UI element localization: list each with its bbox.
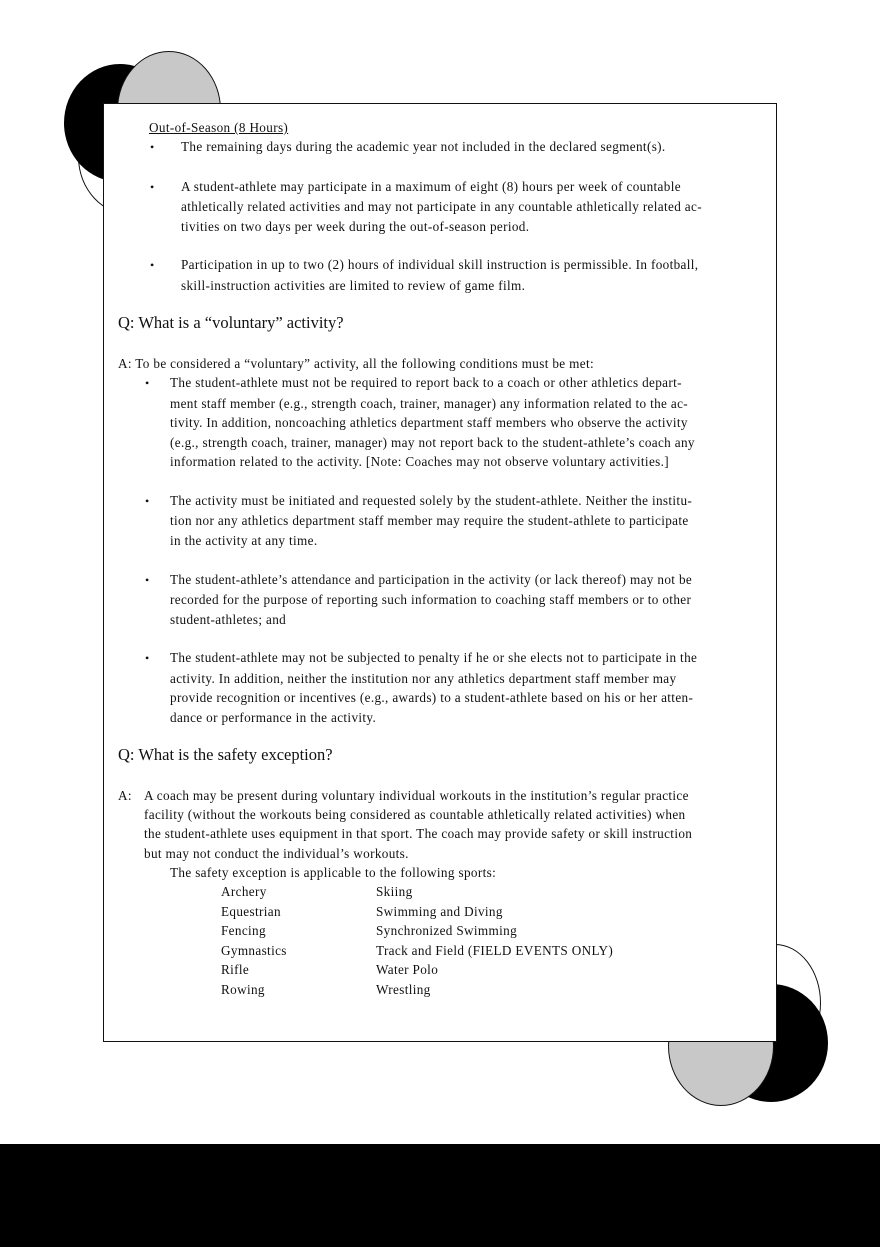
bullet-icon: •	[145, 494, 150, 508]
paragraph-line: facility (without the workouts being considered as countable athletically related activities) when	[144, 807, 686, 822]
sport-item: Fencing	[221, 923, 266, 938]
sport-item: Rifle	[221, 962, 250, 977]
sport-item: Track and Field (FIELD EVENTS ONLY)	[376, 943, 614, 958]
sport-item: Skiing	[376, 884, 413, 899]
sport-item: Swimming and Diving	[376, 904, 503, 919]
paragraph-line: The student-athlete must not be required to report back to a coach or other athletics depart-	[170, 375, 682, 390]
paragraph-line: A student-athlete may participate in a maximum of eight (8) hours per week of countable	[181, 179, 681, 194]
paragraph-line: in the activity at any time.	[170, 533, 318, 548]
answer-intro: A: To be considered a “voluntary” activity, all the following conditions must be met:	[118, 356, 594, 371]
paragraph-line: information related to the activity. [Note: Coaches may not observe voluntary activities.]	[170, 454, 670, 469]
paragraph-line: The student-athlete may not be subjected to penalty if he or she elects not to participate in the	[170, 650, 698, 665]
paragraph-line: provide recognition or incentives (e.g., awards) to a student-athlete based on his or her atten-	[170, 690, 694, 705]
bullet-icon: •	[145, 651, 150, 665]
bullet-icon: •	[150, 258, 155, 272]
paragraph-line: tion nor any athletics department staff member may require the student-athlete to participate	[170, 513, 689, 528]
paragraph-line: athletically related activities and may not participate in any countable athletically related ac-	[181, 199, 702, 214]
sport-item: Equestrian	[221, 904, 281, 919]
paragraph-line: Participation in up to two (2) hours of individual skill instruction is permissible. In football,	[181, 257, 699, 272]
paragraph-line: dance or performance in the activity.	[170, 710, 377, 725]
sport-item: Wrestling	[376, 982, 431, 997]
paragraph-line: The remaining days during the academic year not included in the declared segment(s).	[181, 139, 666, 154]
paragraph-line: tivity. In addition, noncoaching athletics department staff members who observe the activity	[170, 415, 688, 430]
paragraph-line: (e.g., strength coach, trainer, manager) may not report back to the student-athlete’s coach any	[170, 435, 695, 450]
paragraph-line: student-athletes; and	[170, 612, 287, 627]
bottom-black-band	[0, 1144, 880, 1247]
sport-item: Archery	[221, 884, 267, 899]
paragraph-line: The student-athlete’s attendance and participation in the activity (or lack thereof) may not be	[170, 572, 693, 587]
sport-item: Rowing	[221, 982, 265, 997]
paragraph-line: A coach may be present during voluntary individual workouts in the institution’s regular practice	[144, 788, 689, 803]
question-heading: Q: What is a “voluntary” activity?	[118, 313, 344, 332]
bullet-icon: •	[150, 180, 155, 194]
paragraph-line: skill-instruction activities are limited to review of game film.	[181, 278, 526, 293]
sport-item: Synchronized Swimming	[376, 923, 518, 938]
paragraph-line: ment staff member (e.g., strength coach, trainer, manager) any information related to the ac-	[170, 396, 689, 411]
sports-intro: The safety exception is applicable to the following sports:	[170, 865, 497, 880]
section-heading-out-of-season: Out-of-Season (8 Hours)	[149, 120, 289, 135]
bullet-icon: •	[145, 573, 150, 587]
sport-item: Water Polo	[376, 962, 439, 977]
paragraph-line: but may not conduct the individual’s workouts.	[144, 846, 409, 861]
paragraph-line: the student-athlete uses equipment in that sport. The coach may provide safety or skill instruction	[144, 826, 693, 841]
paragraph-line: The activity must be initiated and requested solely by the student-athlete. Neither the institu-	[170, 493, 693, 508]
sport-item: Gymnastics	[221, 943, 287, 958]
paragraph-line: recorded for the purpose of reporting such information to coaching staff members or to other	[170, 592, 692, 607]
paragraph-line: activity. In addition, neither the institution nor any athletics department staff member may	[170, 671, 677, 686]
paragraph-line: tivities on two days per week during the out-of-season period.	[181, 219, 530, 234]
question-heading: Q: What is the safety exception?	[118, 745, 333, 764]
bullet-icon: •	[150, 140, 155, 154]
bullet-icon: •	[145, 376, 150, 390]
answer-label: A:	[118, 788, 132, 803]
